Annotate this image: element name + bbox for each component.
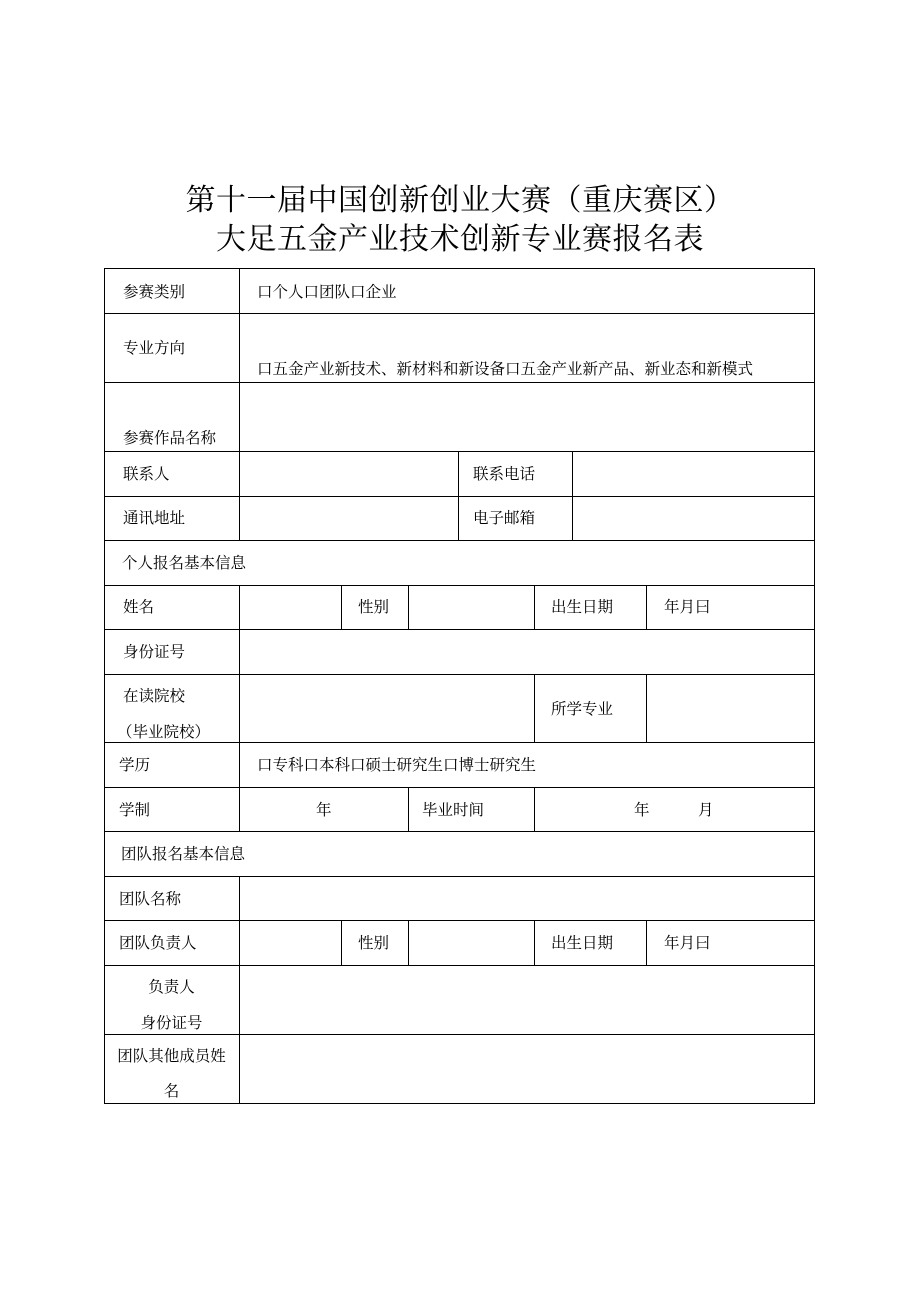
graduation-label: 毕业时间 (422, 801, 485, 819)
education-label: 学历 (119, 756, 151, 774)
team-leader-label: 团队负责人 (119, 934, 197, 952)
email-label: 电子邮箱 (473, 509, 536, 527)
address-label: 通讯地址 (123, 509, 186, 527)
direction-options[interactable]: 口五金产业新技术、新材料和新设备口五金产业新产品、新业态和新模式 (257, 360, 754, 378)
major-label: 所学专业 (551, 700, 614, 718)
leader-gender-label: 性别 (358, 934, 390, 952)
members-label-line2: 名 (163, 1082, 180, 1100)
graduation-month-unit: 月 (698, 801, 714, 819)
form-title-line1: 第十一届中国创新创业大赛（重庆赛区） (185, 183, 735, 218)
contact-label: 联系人 (123, 465, 170, 483)
direction-label: 专业方向 (123, 339, 186, 357)
team-name-label: 团队名称 (119, 890, 182, 908)
graduation-year-unit: 年 (634, 801, 650, 819)
leader-id-label-line1: 负责人 (148, 978, 195, 996)
schooling-year-unit: 年 (316, 801, 332, 819)
leader-birth-label: 出生日期 (551, 934, 614, 952)
birth-label: 出生日期 (551, 598, 614, 616)
gender-label: 性别 (358, 598, 390, 616)
birth-value[interactable]: 年月曰 (664, 598, 711, 616)
id-number-label: 身份证号 (123, 643, 186, 661)
schooling-label: 学制 (119, 801, 151, 819)
personal-section-heading: 个人报名基本信息 (122, 554, 247, 572)
work-name-label: 参赛作品名称 (123, 429, 217, 447)
school-label-line2: （毕业院校） (117, 723, 211, 741)
form-title-line2: 大足五金产业技术创新专业赛报名表 (216, 222, 704, 257)
school-label-line1: 在读院校 (123, 687, 186, 705)
name-label: 姓名 (123, 598, 155, 616)
category-options[interactable]: 口个人口团队口企业 (257, 283, 397, 301)
leader-id-label-line2: 身份证号 (140, 1014, 203, 1032)
phone-label: 联系电话 (473, 465, 536, 483)
team-section-heading: 团队报名基本信息 (121, 845, 246, 863)
leader-birth-value[interactable]: 年月曰 (664, 934, 711, 952)
category-label: 参赛类别 (123, 283, 186, 301)
education-options[interactable]: 口专科口本科口硕士研究生口博士研究生 (257, 756, 537, 774)
members-label-line1: 团队其他成员姓 (117, 1047, 226, 1065)
